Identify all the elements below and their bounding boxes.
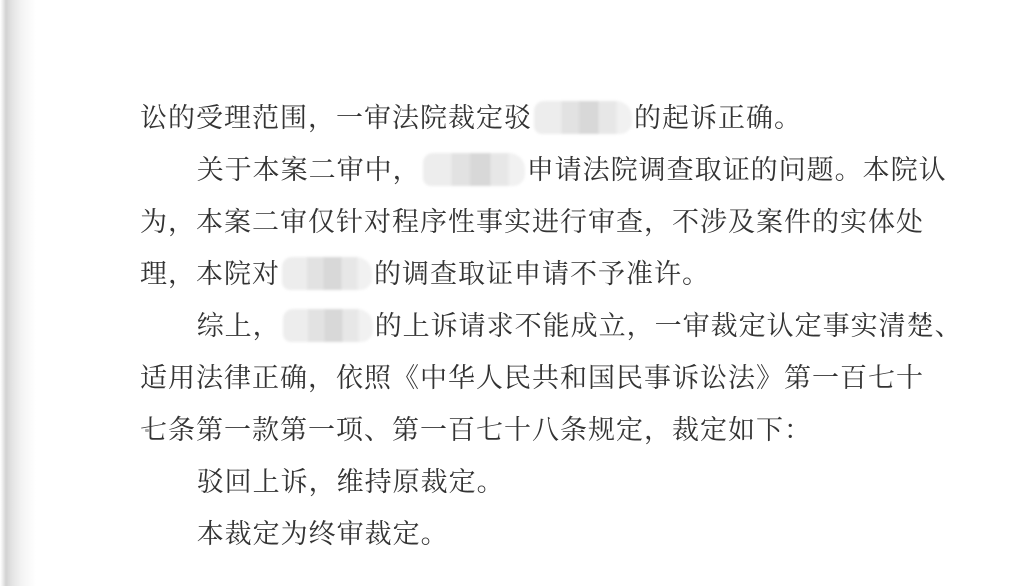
text-segment: 讼的受理范围，一审法院裁定驳 [140,103,532,133]
text-line [140,456,940,508]
text-line [140,144,947,196]
text-segment: 申请法院调查取证的问题。本院认 [526,155,947,185]
text-line [140,196,940,248]
text-segment: 适用法律正确，依照《中华人民共和国民事诉讼法》第一百七十 [140,363,924,393]
scan-edge-shadow [0,0,38,586]
text-line [140,404,940,456]
text-segment: 七条第一款第一项、第一百七十八条规定，裁定如下： [140,415,812,445]
text-line [140,92,940,144]
redaction-block [534,101,632,134]
text-segment: 本裁定为终审裁定。 [196,519,449,549]
text-segment: 为，本案二审仅针对程序性事实进行审查，不涉及案件的实体处 [140,207,924,237]
text-segment: 关于本案二审中， [196,155,421,185]
text-segment: 的调查取证申请不予准许。 [374,259,710,289]
text-line [140,248,940,300]
text-line [140,508,940,560]
text-line [140,352,940,404]
document-body [140,92,963,560]
redaction-block [423,153,525,186]
text-segment: 理，本院对 [140,259,280,289]
text-segment: 综上， [196,311,281,341]
text-segment: 驳回上诉，维持原裁定。 [196,467,505,497]
redaction-block [283,309,373,342]
text-segment: 的起诉正确。 [634,103,802,133]
text-line [140,300,963,352]
text-segment: 的上诉请求不能成立，一审裁定认定事实清楚、 [374,311,963,341]
redaction-block [282,257,372,290]
